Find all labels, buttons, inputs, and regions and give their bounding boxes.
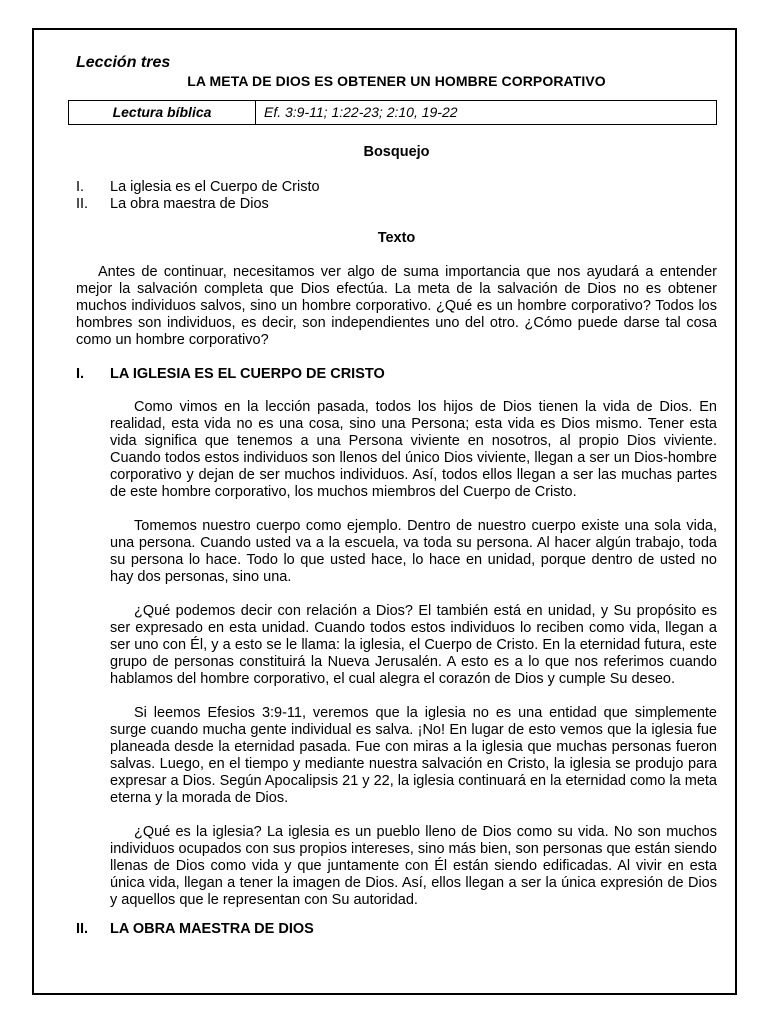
outline-item-number: I. [76,179,85,195]
section-1-body [76,399,717,909]
outline-item [76,196,717,213]
body-paragraph: ¿Qué es la iglesia? La iglesia es un pueblo lleno de Dios como su vida. No son muchos individuos ocupados con sus propios intereses, sino más bien, son personas que están siendo llenas de Dios como vida y que juntamente con Él están siendo edificadas. Al vivir en esta única vida, llegan a tener la imagen de Dios. Así, ellos llegan a ser la única expresión de Dios y aquellos que le representan con Su autoridad. [110,824,717,908]
text-heading: Texto [377,230,416,246]
section-number: I. [76,366,85,382]
intro-paragraph: Antes de continuar, necesitamos ver algo de suma importancia que nos ayudará a entender mejor la salvación completa que Dios efectúa. La meta de la salvación de Dios no es obtener muchos individuos salvos, sino un hombre corporativo. ¿Qué es un hombre corporativo? Todos los hombres son individuos, es decir, son independientes uno del otro. ¿Cómo puede darse tal cosa como un hombre corporativo? [76,264,717,348]
section-heading-2 [76,921,717,938]
page-title: LA META DE DIOS ES OBTENER UN HOMBRE CORPORATIVO [187,73,606,89]
reading-label: Lectura bíblica [69,101,256,125]
outline-item-text: La iglesia es el Cuerpo de Cristo [110,179,320,195]
body-paragraph: Como vimos en la lección pasada, todos los hijos de Dios tienen la vida de Dios. En realidad, esta vida no es una cosa, sino una Persona; esta vida es Dios mismo. Tener esta vida significa que tenemos a una Persona viviente en nosotros, al propio Dios viviente. Cuando todos estos individuos son llenos del único Dios viviente, llegan a ser un Dios-hombre corporativo y dejan de ser muchos individuos. Así, todos ellos llegan a ser las muchas partes de este hombre corporativo, los muchos miembros del Cuerpo de Cristo. [110,399,717,500]
outline-item-text: La obra maestra de Dios [110,196,269,212]
lesson-label: Lección tres [76,54,171,71]
section-title: LA IGLESIA ES EL CUERPO DE CRISTO [110,366,385,382]
outline-item-number: II. [76,196,89,212]
body-paragraph: Si leemos Efesios 3:9-11, veremos que la iglesia no es una entidad que simplemente surge cuando mucha gente individual es salva. ¡No! En lugar de esto vemos que la iglesia fue planeada desde la eternidad pasada. Fue con miras a la iglesia que muchas personas fueron salvas. Luego, en el tiempo y mediante nuestra salvación en Cristo, la iglesia se produjo para expresar a Dios. Según Apocalipsis 21 y 22, la iglesia continuará en la eternidad como la meta eterna y la morada de Dios. [110,705,717,806]
reading-table [68,100,717,125]
outline-item [76,179,717,196]
lesson-content [76,50,717,954]
body-paragraph: ¿Qué podemos decir con relación a Dios? El también está en unidad, y Su propósito es ser expresado en esta unidad. Cuando todos estos individuos lo reciben como vida, llegan a ser uno con Él, y a esto se le llama: la iglesia, el Cuerpo de Cristo. En la eternidad futura, este grupo de personas constituirá la Nueva Jerusalén. A esto es a lo que nos referimos cuando hablamos del hombre corporativo, el cual alegra el corazón de Dios y cumple Su deseo. [110,603,717,687]
reading-row [69,101,717,125]
section-heading-1 [76,366,717,383]
page-frame [32,28,737,995]
section-title: LA OBRA MAESTRA DE DIOS [110,921,314,937]
body-paragraph: Tomemos nuestro cuerpo como ejemplo. Dentro de nuestro cuerpo existe una sola vida, una persona. Cuando usted va a la escuela, va toda su persona. Al hacer algún trabajo, toda su persona lo hace. Todo lo que usted hace, lo hace en unidad, porque dentro de usted no hay dos personas, sino una. [110,518,717,585]
section-number: II. [76,921,89,937]
outline-list [76,179,717,213]
reading-refs: Ef. 3:9-11; 1:22-23; 2:10, 19-22 [256,101,717,125]
outline-heading: Bosquejo [363,144,430,160]
